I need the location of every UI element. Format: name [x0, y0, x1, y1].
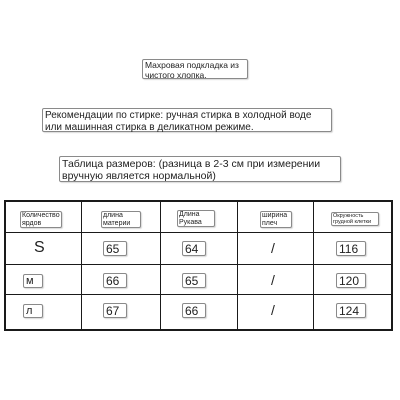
- shoulder-value: /: [271, 272, 275, 288]
- header-cell-chest: [314, 202, 391, 233]
- chest-value: 120: [336, 273, 366, 288]
- header-cell-shoulder: [238, 202, 314, 233]
- table-row-s-size: [6, 233, 82, 265]
- chest-value: 124: [336, 303, 366, 318]
- header-shoulder: ширина плеч: [260, 211, 292, 228]
- table-row-m-shoulder: [238, 265, 314, 295]
- table-row-l-sleeve: [161, 295, 238, 329]
- table-row-m-sleeve: [161, 265, 238, 295]
- table-row-l-length: [82, 295, 161, 329]
- size-label: м: [23, 274, 43, 288]
- header-cell-yards: [6, 202, 82, 233]
- table-row-m-length: [82, 265, 161, 295]
- length-value: 65: [103, 241, 127, 256]
- shoulder-value: /: [271, 240, 275, 256]
- table-row-s-sleeve: [161, 233, 238, 265]
- header-cell-length: [82, 202, 161, 233]
- fabric-note: Махровая подкладка из чистого хлопка.: [142, 59, 248, 79]
- table-row-s-length: [82, 233, 161, 265]
- size-label: S: [34, 239, 45, 256]
- sleeve-value: 65: [182, 273, 206, 288]
- table-row-l-size: [6, 295, 82, 329]
- washing-note: Рекомендации по стирке: ручная стирка в холодной воде или машинная стирка в деликатном режиме.: [42, 108, 332, 132]
- header-sleeve: Длина Рукава: [177, 210, 215, 227]
- table-row-s-shoulder: [238, 233, 314, 265]
- table-row-l-chest: [314, 295, 391, 329]
- table-row-s-chest: [314, 233, 391, 265]
- length-value: 67: [103, 303, 127, 318]
- size-label: л: [23, 304, 43, 318]
- table-row-m-size: [6, 265, 82, 295]
- sleeve-value: 66: [182, 303, 206, 318]
- table-row-m-chest: [314, 265, 391, 295]
- header-length: длина материи: [101, 211, 141, 228]
- size-table-intro: Таблица размеров: (разница в 2-3 см при измерении вручную является нормальной): [59, 156, 341, 182]
- shoulder-value: /: [271, 302, 275, 318]
- header-yards: Количество ярдов: [20, 211, 62, 228]
- header-cell-sleeve: [161, 202, 238, 233]
- size-table: [4, 200, 393, 331]
- chest-value: 116: [336, 241, 366, 256]
- table-row-l-shoulder: [238, 295, 314, 329]
- sleeve-value: 64: [182, 241, 206, 256]
- header-chest: Окружность грудной клетки: [331, 212, 379, 226]
- length-value: 66: [103, 273, 127, 288]
